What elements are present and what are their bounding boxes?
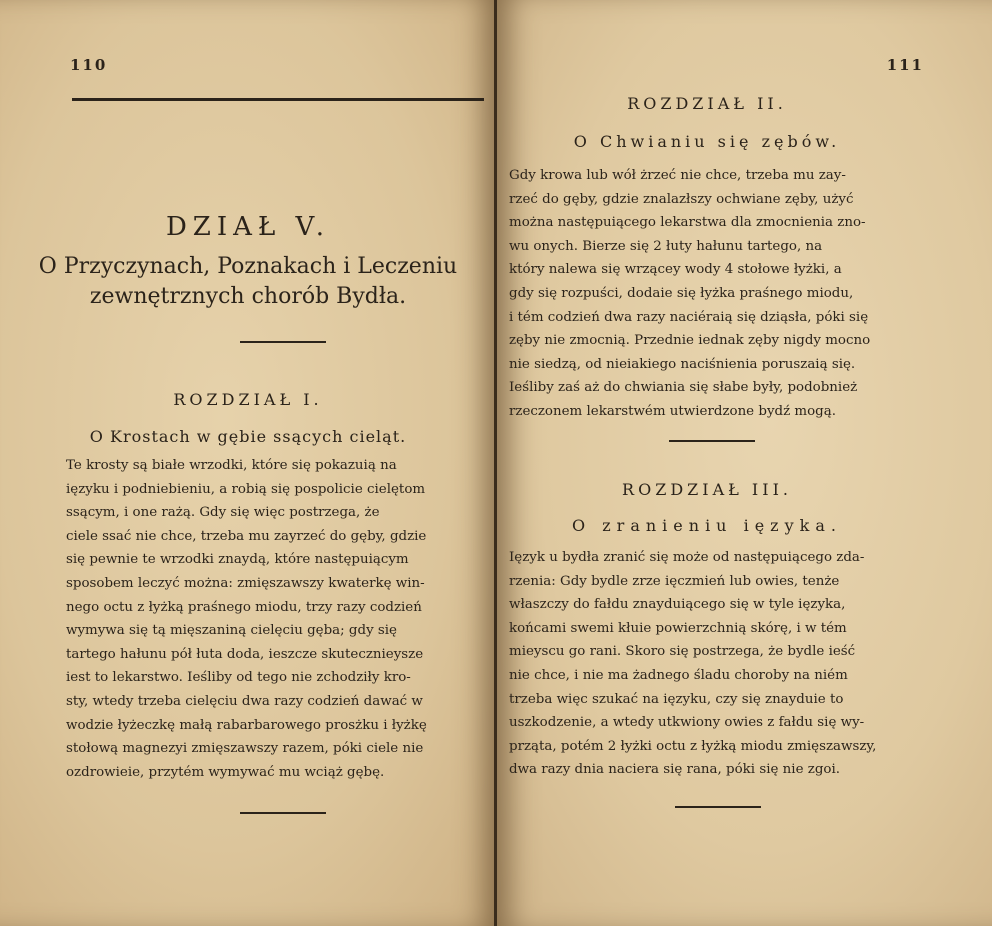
header-rule bbox=[72, 98, 484, 101]
text-line: który nalewa się wrzącey wody 4 stołowe łyżki, a bbox=[509, 262, 842, 278]
text-line: dwa razy dnia naciera się rana, póki się nie zgoi. bbox=[509, 762, 840, 778]
section-divider bbox=[240, 341, 326, 343]
text-line: nego octu z łyżką praśnego miodu, trzy razy codzień bbox=[66, 599, 422, 615]
chapter-heading: ROZDZIAŁ II. bbox=[627, 94, 787, 113]
text-line: rzeczonem lekarstwém utwierdzone bydź mogą. bbox=[509, 403, 836, 419]
section-divider bbox=[669, 440, 755, 442]
chapter-title: O zranieniu ięzyka. bbox=[572, 516, 842, 535]
text-line: stołową magnezyi zmięszawszy razem, póki ciele nie bbox=[66, 741, 424, 757]
chapter-title: O Krostach w gębie ssących cieląt. bbox=[89, 427, 407, 446]
text-line: Te krosty są białe wrzodki, które się pokazuią na bbox=[66, 458, 397, 473]
chapter-text bbox=[509, 546, 929, 782]
text-line: prząta, potém 2 łyżki octu z łyżką miodu zmięszawszy, bbox=[509, 738, 877, 754]
part-subtitle-line-2: zewnętrznych chorób Bydła. bbox=[89, 284, 407, 309]
end-divider bbox=[240, 812, 326, 814]
text-line: Gdy krowa lub wół żrzeć nie chce, trzeba mu zay- bbox=[509, 168, 846, 183]
text-line: i tém codzień dwa razy naciéraią się dziąsła, póki się bbox=[509, 309, 869, 325]
text-line: Ięzyk u bydła zranić się może od następuiącego zda- bbox=[509, 550, 865, 565]
text-line: tartego hałunu pół łuta doda, ieszcze skutecznieysze bbox=[66, 646, 424, 662]
text-line: ięzyku i podniebieniu, a robią się pospolicie cielętom bbox=[66, 481, 426, 497]
page-number: 110 bbox=[70, 56, 108, 74]
text-line: sty, wtedy trzeba cielęciu dwa razy codzień dawać w bbox=[66, 693, 423, 709]
text-line: sposobem leczyć można: zmięszawszy kwaterkę win- bbox=[66, 575, 425, 591]
text-line: nie siedzą, od nieiakiego naciśnienia poruszaią się. bbox=[509, 356, 856, 372]
text-line: gdy się rozpuści, dodaie się łyżka praśnego miodu, bbox=[509, 285, 854, 301]
chapter-text bbox=[509, 164, 929, 424]
text-line: właszczy do fałdu znayduiącego się w tyle ięzyka, bbox=[509, 597, 846, 613]
text-line: ozdrowieie, przytém wymywać mu wciąż gębę. bbox=[66, 764, 385, 780]
right-page bbox=[497, 0, 992, 926]
page-number: 111 bbox=[886, 56, 924, 74]
text-line: rzeć do gęby, gdzie znalazłszy ochwiane zęby, użyć bbox=[509, 191, 854, 207]
part-subtitle-line-1: O Przyczynach, Poznakach i Leczeniu bbox=[38, 254, 458, 279]
chapter-heading: ROZDZIAŁ I. bbox=[173, 390, 323, 409]
text-line: rzenia: Gdy bydle zrze ięczmień lub owies, tenże bbox=[509, 573, 840, 589]
text-line: końcami swemi kłuie powierzchnią skórę, i w tém bbox=[509, 620, 847, 636]
chapter-heading: ROZDZIAŁ III. bbox=[622, 480, 792, 499]
text-line: Ieśliby zaś aż do chwiania się słabe były, podobnież bbox=[509, 380, 858, 396]
text-line: wu onych. Bierze się 2 łuty hałunu tartego, na bbox=[509, 238, 823, 254]
text-line: wodzie łyżeczkę małą rabarbarowego prosżku i łyżkę bbox=[66, 717, 427, 733]
text-line: się pewnie te wrzodki znaydą, które następuiącym bbox=[66, 552, 409, 568]
chapter-text bbox=[66, 454, 484, 784]
text-line: iest to lekarstwo. Ieśliby od tego nie zchodziły kro- bbox=[66, 670, 411, 686]
text-line: ciele ssać nie chce, trzeba mu zayrzeć do gęby, gdzie bbox=[66, 528, 427, 544]
part-heading: DZIAŁ V. bbox=[165, 212, 331, 242]
text-line: ssącym, i one rażą. Gdy się więc postrzega, że bbox=[66, 505, 380, 521]
chapter-title: O Chwianiu się zębów. bbox=[573, 132, 841, 151]
text-line: nie chce, i nie ma żadnego śladu choroby na niém bbox=[509, 667, 848, 683]
text-line: wymywa się tą mięszaniną cielęciu gęba; gdy się bbox=[66, 623, 397, 639]
text-line: zęby nie zmocnią. Przednie iednak zęby nigdy mocno bbox=[509, 333, 871, 349]
text-line: trzeba więc szukać na ięzyku, czy się znayduie to bbox=[509, 691, 844, 707]
end-divider bbox=[675, 806, 761, 808]
text-line: uszkodzenie, a wtedy utkwiony owies z fałdu się wy- bbox=[509, 715, 865, 731]
text-line: mieyscu go rani. Skoro się postrzega, że bydle ieść bbox=[509, 644, 856, 660]
text-line: można następuiącego lekarstwa dla zmocnienia zno- bbox=[509, 215, 866, 231]
